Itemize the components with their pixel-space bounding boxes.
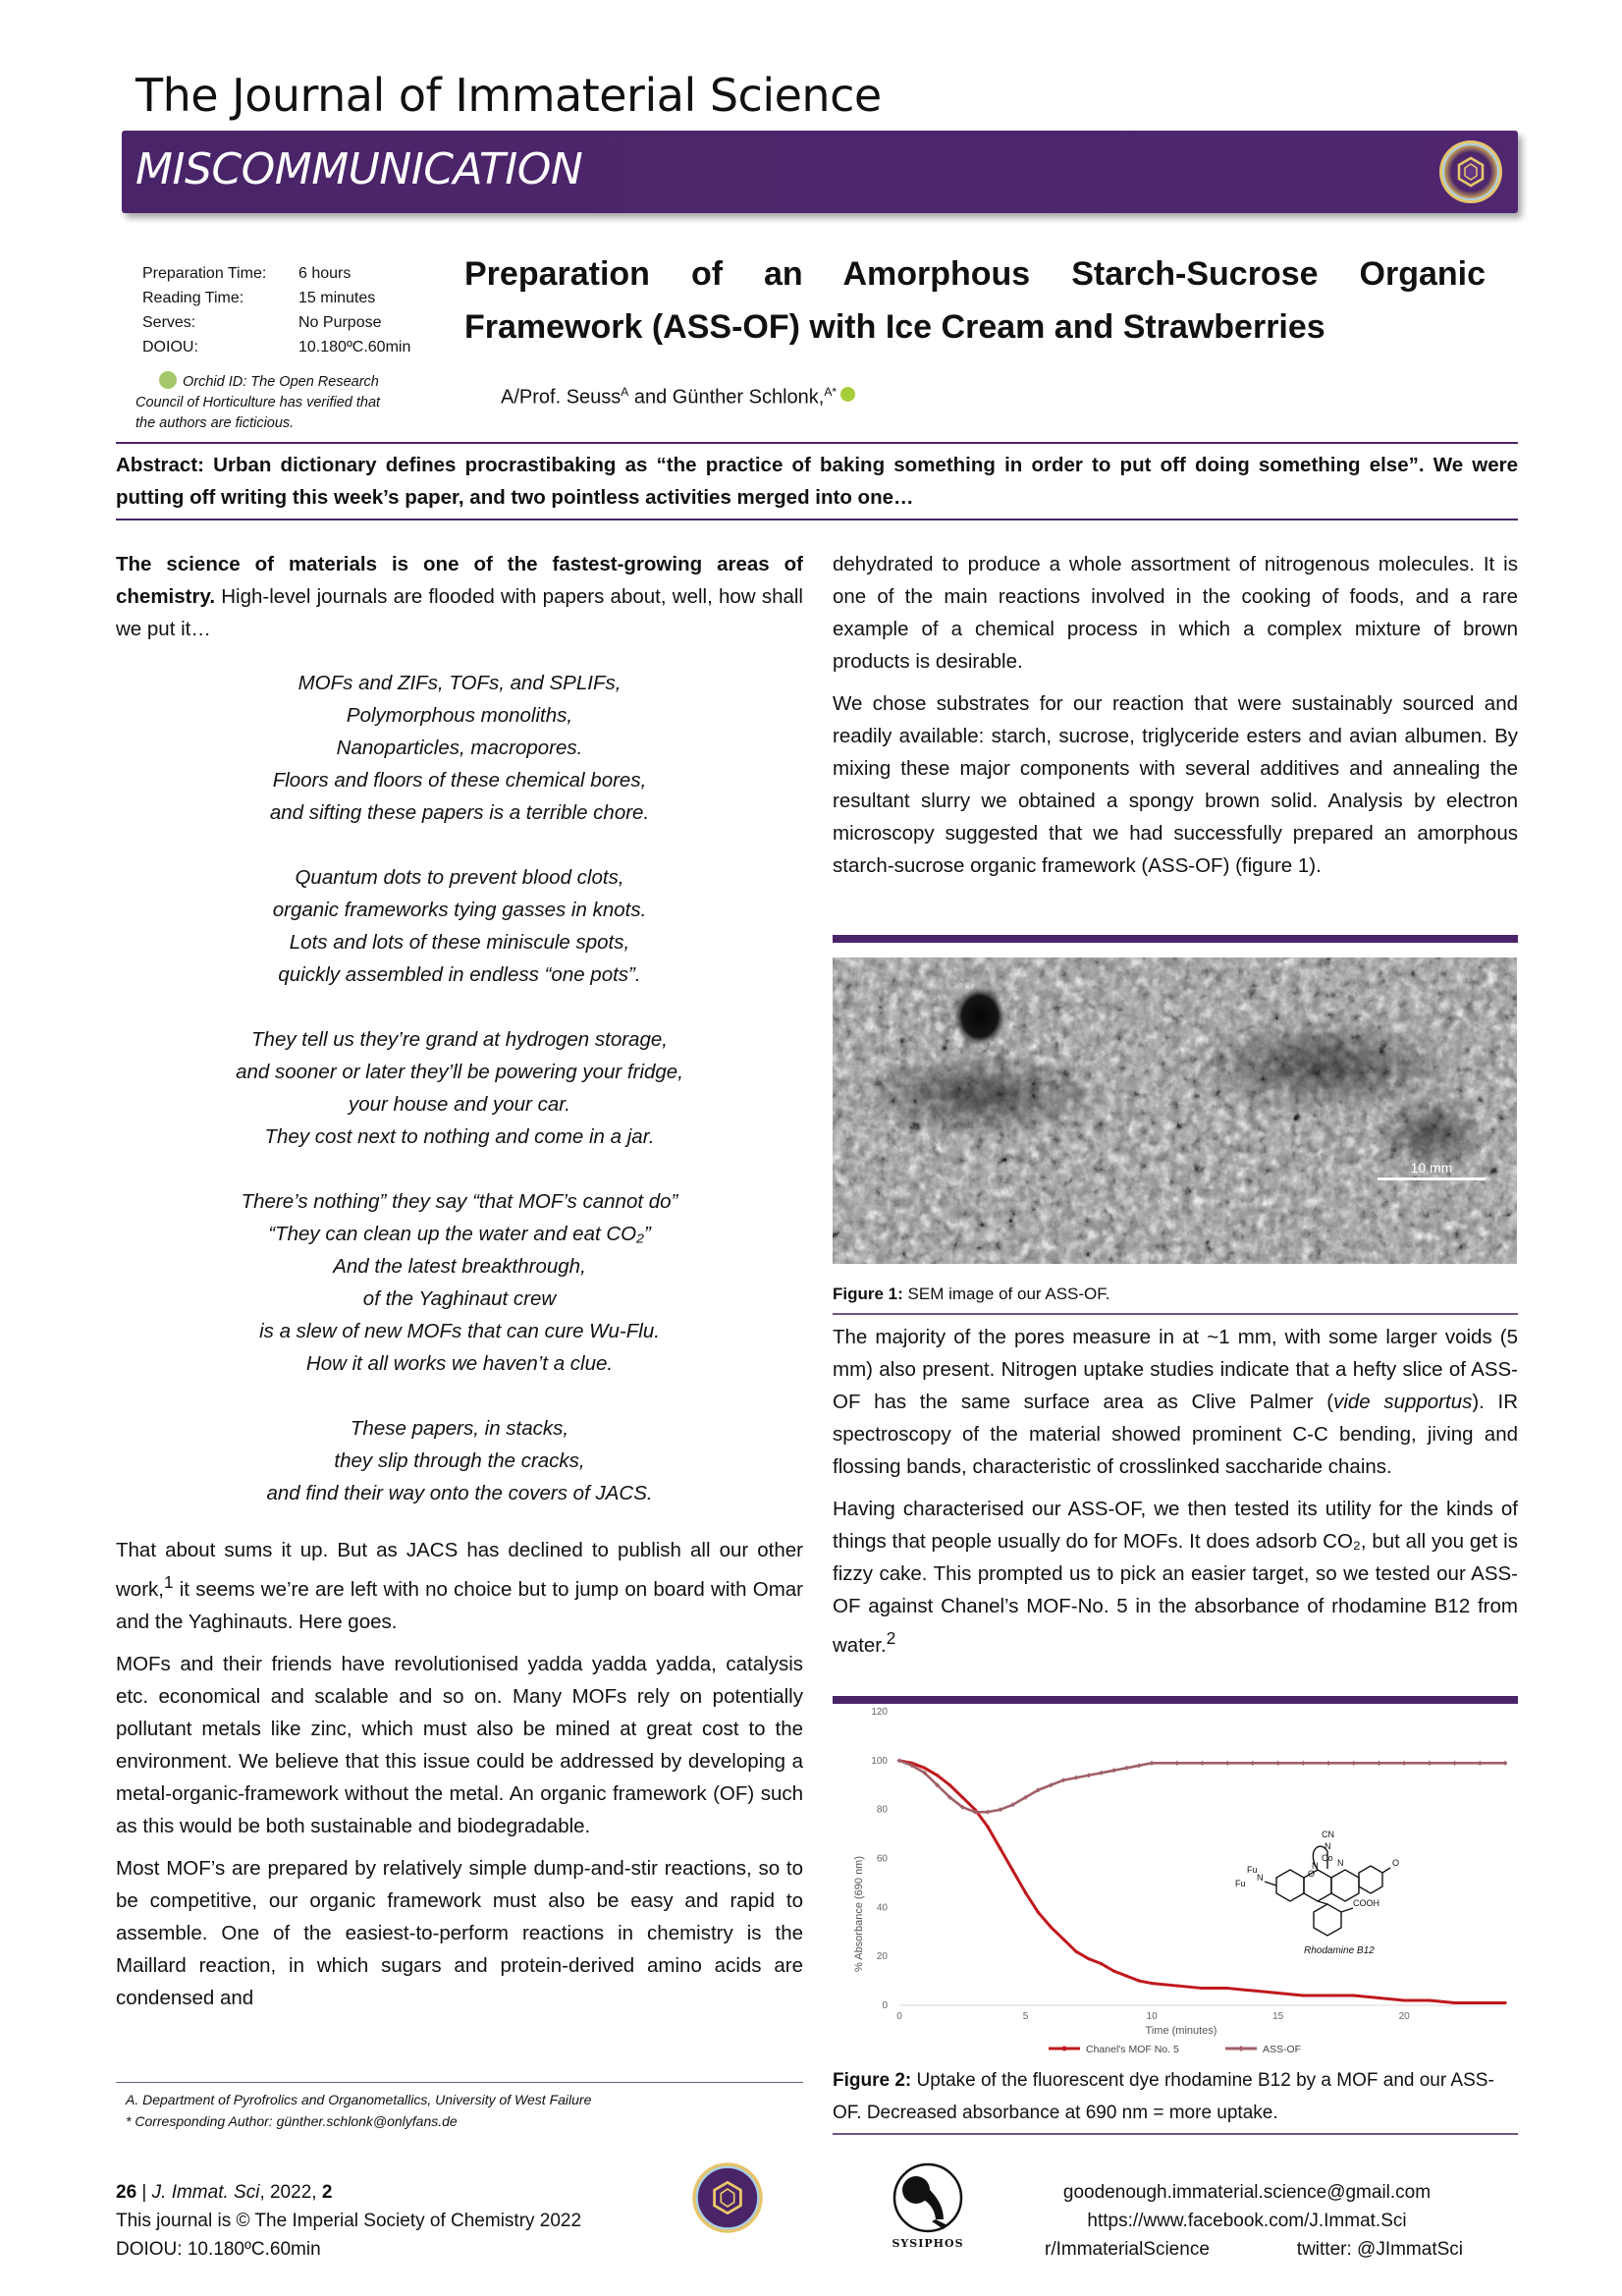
data-point (1225, 1761, 1230, 1766)
atom-label: N (1257, 1873, 1264, 1883)
data-point (1011, 1869, 1014, 1872)
poem-line: and sifting these papers is a terrible chore. (269, 801, 650, 824)
body-paragraph (116, 1534, 803, 1638)
footer-copyright: This journal is © The Imperial Society of Chemistry 2022 (116, 2211, 582, 2231)
data-point (1402, 1761, 1407, 1766)
figure-1-caption (833, 1279, 1110, 1310)
divider (116, 442, 1518, 444)
divider (116, 519, 1518, 520)
meta-key: DOIOU: (142, 339, 198, 355)
data-point (1479, 2001, 1482, 2004)
author-1: A/Prof. Seuss (501, 386, 622, 409)
data-point (1377, 1761, 1381, 1766)
data-point (1250, 1761, 1255, 1766)
data-point (1326, 1761, 1331, 1766)
meta-value: 6 hours (298, 265, 351, 282)
body-text: Having characterised our ASS-OF, we then tested its utility for the kinds of things that people usually do for MOFs. It does adsorb CO₂, but all you get is fizzy cake. This prompted us to pick an easier target, so we tested our ASS-OF against Chanel’s MOF-No. 5 in the absorbance of rhodamine B12 from water. (833, 1498, 1518, 1657)
poem-line: And the latest breakthrough, (333, 1255, 586, 1278)
data-point (1086, 1773, 1091, 1777)
body-text: The majority of the pores measure in at ~1 mm, with some larger voids (5 mm) also present. Nitrogen uptake studies indicate that a hefty slice of ASS-OF has the same surface area as Clive Palmer ( (833, 1326, 1518, 1413)
legend-marker (1238, 2046, 1244, 2051)
y-tick-label: 40 (876, 1902, 888, 1914)
journal-footer-logo-icon (690, 2160, 765, 2235)
footer-contact (1021, 2178, 1473, 2264)
data-point (1378, 1996, 1380, 1999)
chart-series (897, 1758, 1508, 2004)
figure-2-chart (833, 1704, 1518, 2062)
poem-line: Polymorphous monoliths, (346, 704, 573, 727)
sysiphos-logo-icon (879, 2160, 977, 2251)
page-number: 26 (116, 2182, 137, 2203)
data-point (936, 1774, 939, 1777)
data-point (1326, 1994, 1329, 1996)
atom-label: O (1392, 1858, 1400, 1868)
data-point (1226, 1987, 1229, 1990)
y-tick-label: 100 (871, 1755, 888, 1767)
y-tick-label: 0 (882, 2000, 888, 2011)
author-2-affil: A* (824, 385, 837, 399)
data-point (1427, 1761, 1432, 1766)
figure-1-sem-image (833, 957, 1517, 1264)
poem-line: they slip through the cracks, (334, 1449, 585, 1472)
author-line (501, 385, 855, 410)
figure-2-caption (833, 2064, 1518, 2129)
orcid-icon[interactable] (840, 387, 855, 402)
x-tick-labels (896, 2011, 1410, 2022)
data-point (1073, 1776, 1078, 1780)
x-tick-label: 0 (896, 2011, 902, 2022)
data-point (1302, 1994, 1305, 1996)
data-point (1452, 1761, 1457, 1766)
caption-text: SEM image of our ASS-OF. (902, 1285, 1110, 1303)
caption-label: Figure 1: (833, 1285, 903, 1303)
data-point (1174, 1761, 1179, 1766)
volume: 2 (321, 2182, 333, 2203)
orchid-text: Orchid ID: The Open Research Council of Horticulture has verified that the authors are ficticious. (135, 374, 381, 431)
poem-line: and sooner or later they’ll be powering your fridge, (236, 1061, 683, 1083)
y-tick-label: 60 (876, 1853, 888, 1865)
poem-line: Lots and lots of these miniscule spots, (289, 931, 630, 954)
data-point (1352, 1994, 1355, 1996)
author-1-affil: A (621, 385, 629, 399)
data-point (1099, 1771, 1104, 1776)
intro-paragraph (116, 548, 803, 645)
scale-bar (1378, 1160, 1486, 1180)
sem-texture (833, 957, 1517, 1264)
y-tick-label: 80 (876, 1804, 888, 1816)
y-tick-label: 20 (876, 1951, 888, 1963)
meta-key: Preparation Time: (142, 265, 267, 282)
series-line-1 (899, 1761, 1505, 1812)
data-point (1478, 1761, 1483, 1766)
journal-logo-icon (1437, 138, 1504, 205)
poem-line: Nanoparticles, macropores. (336, 737, 583, 759)
data-point (1301, 1761, 1306, 1766)
intro-text: High-level journals are flooded with papers about, well, how shall we put it… (116, 585, 803, 640)
body-paragraph: dehydrated to produce a whole assortment of nitrogenous molecules. It is one of the main reactions involved in the cooking of foods, and a rare example of a chemical process in which a complex mixture of brown products is desirable. (833, 553, 1518, 673)
publisher-name: SYSIPHOS (892, 2237, 964, 2250)
poem-line: They cost next to nothing and come in a jar. (264, 1125, 655, 1148)
figure-2-top-rule (833, 1696, 1518, 1704)
atom-label: CN (1322, 1830, 1334, 1839)
body-paragraph (833, 1493, 1518, 1662)
footnote-rule (116, 2082, 803, 2083)
poem-line: and find their way onto the covers of JACS. (266, 1482, 653, 1504)
rhodamine-structure (1235, 1830, 1399, 1956)
journal-name: The Journal of Immaterial Science (135, 69, 882, 122)
poem (116, 667, 803, 1509)
poem-line: organic frameworks tying gasses in knots. (272, 899, 647, 921)
atom-label: COOH (1353, 1898, 1379, 1908)
atom-label: Fu (1247, 1865, 1258, 1875)
data-point (1111, 1768, 1116, 1773)
poem-line: quickly assembled in endless “one pots”. (278, 963, 641, 986)
data-point (1125, 1975, 1128, 1978)
poem-line: “They can clean up the water and eat CO₂” (268, 1223, 651, 1245)
data-point (986, 1826, 989, 1829)
body-text: it seems we’re are left with no choice but to jump on board with Omar and the Yaghinauts. Here goes. (116, 1577, 803, 1633)
data-point (1100, 1962, 1103, 1965)
section-banner (122, 131, 1518, 213)
data-point (948, 1783, 951, 1786)
author-2: Günther Schlonk, (672, 386, 825, 409)
scale-bar-line (1378, 1177, 1486, 1180)
footer-doiou: DOIOU: 10.180ºC.60min (116, 2239, 321, 2260)
structure-label: Rhodamine B12 (1304, 1945, 1375, 1956)
data-point (1200, 1761, 1205, 1766)
data-point (1024, 1891, 1027, 1894)
meta-value: 10.180ºC.60min (298, 339, 411, 355)
footer-year: , 2022, (259, 2182, 322, 2203)
orchid-icon (159, 371, 177, 389)
poem-line: Quantum dots to prevent blood clots, (295, 866, 624, 889)
footnotes (126, 2089, 591, 2132)
data-point (1150, 1982, 1153, 1985)
data-point (1251, 1989, 1254, 1992)
contact-reddit[interactable]: r/ImmaterialScience (1045, 2239, 1210, 2260)
data-point (961, 1796, 964, 1799)
caption-label: Figure 2: (833, 2070, 912, 2091)
contact-email[interactable]: goodenough.immaterial.science@gmail.com (1062, 2182, 1432, 2203)
legend-marker (1062, 2047, 1067, 2051)
data-point (1453, 2001, 1456, 2004)
recipe-meta (142, 261, 410, 359)
contact-twitter[interactable]: twitter: @JImmatSci (1296, 2239, 1463, 2260)
poem-stanza (116, 1023, 803, 1153)
poem-stanza (116, 1412, 803, 1509)
data-point (1137, 1763, 1142, 1768)
data-point (1351, 1761, 1356, 1766)
data-point (1503, 1761, 1508, 1766)
journal-abbreviation: J. Immat. Sci (151, 2182, 260, 2203)
data-point (1276, 1992, 1279, 1995)
figure-2-bottom-rule (833, 2133, 1518, 2135)
poem-line: These papers, in stacks, (350, 1417, 569, 1440)
atom-label: N (1325, 1841, 1331, 1851)
figure-1-bottom-rule (833, 1313, 1518, 1315)
atom-label: Co (1322, 1853, 1333, 1863)
poem-stanza (116, 861, 803, 991)
body-paragraph: MOFs and their friends have revolutionised yadda yadda yadda, catalysis etc. economical and scalable and so on. Many MOFs rely on potentially pollutant metals like zinc, which must also be mined at great cost to the environment. We believe that this issue could be addressed by developing a metal-organic-framework without the metal. An organic framework (OF) such as this would be both sustainable and biodegradable. (116, 1652, 803, 1837)
x-tick-label: 20 (1398, 2011, 1410, 2022)
abstract: Abstract: Urban dictionary defines procrastibaking as “the practice of baking something in order to put off doing something else”. We were putting off writing this week’s paper, and two pointless activities merged into one… (116, 454, 1518, 509)
data-point (999, 1847, 1001, 1850)
section-label: MISCOMMUNICATION (135, 144, 583, 194)
footnote-corresponding: * Corresponding Author: günther.schlonk@onlyfans.de (126, 2113, 458, 2129)
data-point (1503, 2001, 1506, 2004)
atom-label: N (1337, 1858, 1344, 1868)
reference-1[interactable]: 1 (163, 1573, 174, 1592)
data-point (1201, 1987, 1204, 1990)
contact-facebook[interactable]: https://www.facebook.com/J.Immat.Sci (1087, 2211, 1407, 2231)
body-paragraph: Most MOF’s are prepared by relatively simple dump-and-stir reactions, so to be competitive, our organic framework must also be easy and rapid to assemble. One of the easiest-to-perform reactions in chemistry is the Maillard reaction, in which sugars and protein-derived amino acids are condensed and (116, 1856, 803, 2009)
orchid-note (135, 371, 401, 434)
meta-value: 15 minutes (298, 290, 376, 306)
x-tick-label: 5 (1022, 2011, 1029, 2022)
poem-line: MOFs and ZIFs, TOFs, and SPLIFs, (297, 672, 622, 694)
poem-line: They tell us they’re grand at hydrogen storage, (251, 1028, 668, 1051)
footer-info (116, 2178, 581, 2264)
poem-stanza (116, 667, 803, 829)
figure-1-top-rule (833, 935, 1518, 943)
author-and: and (628, 386, 673, 409)
body-text: That about sums it up. But as JACS has declined to publish all our other work, (116, 1539, 803, 1601)
x-tick-label: 15 (1272, 2011, 1284, 2022)
data-point (1275, 1761, 1280, 1766)
poem-line: Floors and floors of these chemical bores, (272, 769, 647, 792)
data-point (1112, 1970, 1115, 1973)
meta-key: Reading Time: (142, 290, 244, 306)
y-tick-labels (871, 1707, 888, 2011)
article-title: Preparation of an Amorphous Starch-Sucrose Organic Framework (ASS-OF) with Ice Cream and Strawberries (464, 255, 1486, 346)
x-axis-label: Time (minutes) (1145, 2025, 1217, 2037)
poem-line: There’s nothing” they say “that MOF’s cannot do” (241, 1190, 678, 1213)
body-text: ). IR spectroscopy of the material showed prominent C-C bending, jiving and flossing bands, characteristic of crosslinked saccharide chains. (833, 1391, 1519, 1478)
footer-sep: | (136, 2182, 152, 2203)
legend-label: Chanel's MOF No. 5 (1086, 2044, 1179, 2055)
data-point (1403, 1998, 1406, 2001)
right-column-continued (833, 1321, 1518, 1671)
body-paragraph (833, 1321, 1518, 1483)
poem-line: How it all works we haven’t a clue. (305, 1352, 614, 1375)
scale-label: 10 mm (1410, 1160, 1453, 1175)
meta-key: Serves: (142, 314, 196, 331)
caption-text: Uptake of the fluorescent dye rhodamine B12 by a MOF and our ASS-OF. Decreased absorbance at 690 nm = more uptake. (833, 2070, 1494, 2123)
data-point (1050, 1926, 1053, 1929)
intro-bold: The science of materials is one of the fastest-growing areas of chemistry. (116, 553, 803, 608)
reference-2[interactable]: 2 (886, 1629, 896, 1648)
chart-legend (1049, 2044, 1301, 2055)
data-point (1124, 1766, 1129, 1771)
series-line-0 (899, 1761, 1505, 2003)
right-column (833, 548, 1518, 892)
poem-line: is a slew of new MOFs that can cure Wu-Flu. (259, 1320, 660, 1342)
y-tick-label: 120 (871, 1707, 888, 1718)
y-axis-label: % Absorbance (690 nm) (853, 1855, 865, 1973)
data-point (985, 1810, 990, 1815)
body-paragraph: We chose substrates for our reaction that were sustainably sourced and readily available: starch, sucrose, triglyceride esters and avian albumen. By mixing these major components with several additives and annealing the resultant slurry we obtained a spongy brown solid. Analysis by electron microscopy suggested that we had successfully prepared an amorphous starch-sucrose organic framework (ASS-OF) (figure 1). (833, 692, 1518, 877)
footer-citation (116, 2178, 581, 2207)
footnote-affiliation: A. Department of Pyrofrolics and Organometallics, University of West Failure (126, 2092, 592, 2107)
poem-stanza (116, 1185, 803, 1380)
body-italic: vide supportus (1333, 1391, 1473, 1413)
left-column (116, 548, 803, 2024)
data-point (923, 1767, 926, 1770)
data-point (1074, 1950, 1077, 1953)
atom-label: O (1308, 1869, 1316, 1879)
poem-line: your house and your car. (348, 1093, 570, 1116)
data-point (1062, 1938, 1065, 1941)
legend-label: ASS-OF (1263, 2044, 1302, 2055)
data-point (1428, 1998, 1431, 2001)
poem-line: of the Yaghinaut crew (362, 1287, 557, 1310)
meta-value: No Purpose (298, 314, 382, 331)
data-point (1175, 1984, 1178, 1987)
data-point (1138, 1979, 1141, 1982)
atom-label: N (1312, 1861, 1319, 1871)
atom-label: Fu (1235, 1879, 1246, 1888)
data-point (1150, 1761, 1155, 1766)
x-tick-label: 10 (1146, 2011, 1158, 2022)
data-point (1037, 1911, 1040, 1914)
data-point (1087, 1957, 1090, 1960)
contact-social-row (1021, 2235, 1473, 2264)
